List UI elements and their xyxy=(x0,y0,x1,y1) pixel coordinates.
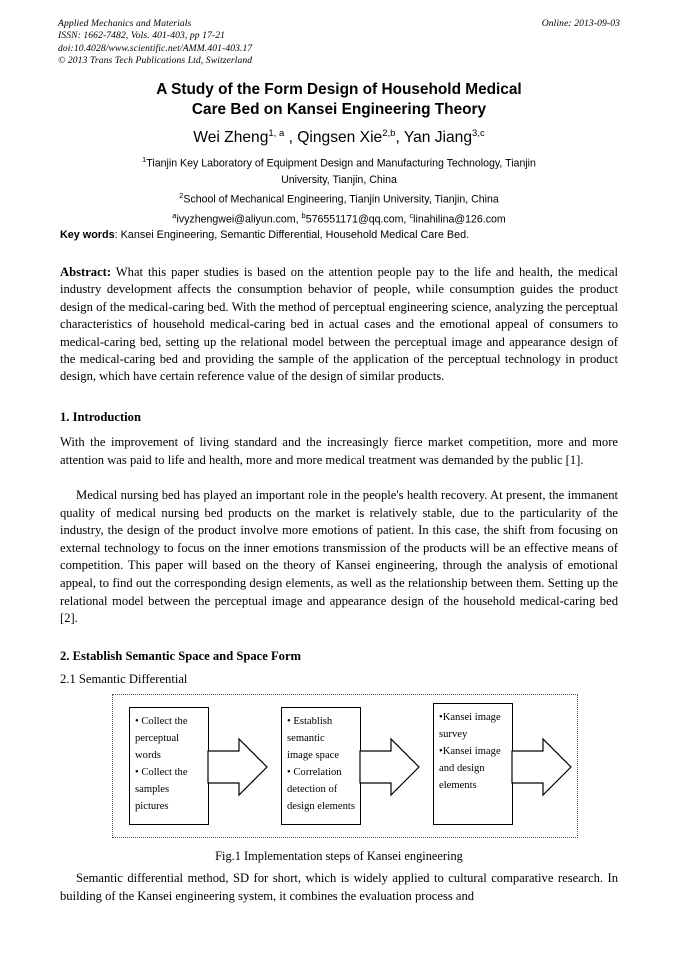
copyright-line: © 2013 Trans Tech Publications Ltd, Switzerland xyxy=(58,55,253,67)
keywords-value: Kansei Engineering, Semantic Differential, Household Medical Care Bed. xyxy=(120,229,470,241)
flow-box-3-line-a: •Kansei image xyxy=(439,712,501,723)
flow-box-2-line-d: • Correlation xyxy=(287,767,342,778)
flow-box-1 xyxy=(129,707,209,825)
author-list xyxy=(70,124,608,148)
author-3-sup: 3,c xyxy=(472,128,485,139)
journal-name: Applied Mechanics and Materials xyxy=(58,18,192,29)
page-title xyxy=(70,80,608,120)
affiliations xyxy=(64,152,614,227)
paragraph-after-figure: Semantic differential method, SD for short, which is widely applied to cultural comparative research. In building of the Kansei engineering system, it combines the evaluation process and xyxy=(60,871,618,903)
arrow-right-icon-1 xyxy=(207,737,269,797)
author-sep-2: , xyxy=(395,129,404,147)
author-3-name: Yan Jiang xyxy=(403,129,473,147)
author-1-sup: 1, a xyxy=(268,128,285,139)
online-date: Online: 2013-09-03 xyxy=(541,18,620,29)
flow-box-1-line-f: pictures xyxy=(135,801,169,812)
intro-paragraph-1: With the improvement of living standard and the increasingly fierce market competition, more and more attention was paid to life and health, more and more medical treatment was demanded by the public [1]. xyxy=(60,435,618,467)
flow-box-2-line-a: • Establish xyxy=(287,716,333,727)
author-1-name: Wei Zheng xyxy=(193,129,269,147)
affiliation-1-line-2: University, Tianjin, China xyxy=(281,173,397,186)
flow-box-3-line-e: elements xyxy=(439,780,477,791)
flow-box-2-line-e: detection of xyxy=(287,784,338,795)
affiliation-1-sup: 1 xyxy=(142,155,147,164)
keywords-label: Key words xyxy=(60,229,115,241)
email-c[interactable]: linahilina@126.com xyxy=(413,213,506,226)
flow-box-2 xyxy=(281,707,361,825)
abstract-label: Abstract: xyxy=(60,265,112,279)
email-a[interactable]: ivyzhengwei@aliyun.com, xyxy=(176,213,302,226)
running-head xyxy=(58,18,620,68)
abstract-block xyxy=(60,264,618,386)
author-2-name: Qingsen Xie xyxy=(297,129,383,147)
figure-1-caption: Fig.1 Implementation steps of Kansei engineering xyxy=(215,849,463,863)
author-sep-1: , xyxy=(284,129,298,147)
author-2-sup: 2,b xyxy=(382,128,396,139)
affiliation-1-line-1 xyxy=(64,152,614,172)
figure-1-frame xyxy=(112,694,578,838)
affiliation-1-text: Tianjin Key Laboratory of Equipment Design and Manufacturing Technology, Tianjin xyxy=(146,157,536,170)
issn-line: ISSN: 1662-7482, Vols. 401-403, pp 17-21 xyxy=(58,30,226,42)
flow-box-2-line-c: image space xyxy=(287,750,340,761)
arrow-right-icon-2 xyxy=(359,737,421,797)
author-emails xyxy=(64,208,614,228)
flow-box-2-line-f: design elements xyxy=(287,801,355,812)
keywords-line xyxy=(60,228,620,243)
email-b-sup: b xyxy=(301,210,306,220)
flow-box-1-line-b: perceptual xyxy=(135,733,180,744)
flow-box-3-line-b: survey xyxy=(439,729,468,740)
title-line-1: A Study of the Form Design of Household Medical xyxy=(156,81,522,98)
flow-box-1-line-c: words xyxy=(135,750,161,761)
flow-box-1-line-d: • Collect the xyxy=(135,767,188,778)
section-heading-semantic-space: 2. Establish Semantic Space and Space Form xyxy=(60,649,302,663)
affiliation-2-text: School of Mechanical Engineering, Tianjin University, Tianjin, China xyxy=(183,193,499,206)
title-line-2: Care Bed on Kansei Engineering Theory xyxy=(191,101,487,118)
affiliation-2-sup: 2 xyxy=(179,190,184,200)
email-a-sup: a xyxy=(172,210,177,220)
doi-line: doi:10.4028/www.scientific.net/AMM.401-403.17 xyxy=(58,42,253,54)
abstract-text: What this paper studies is based on the attention people pay to the life and health, the medical industry development affects the consumption behavior of people, while consumption guides the product design of the medical-caring bed. With the method of perceptual engineering science, analyzing the perceptual characteristics of household medical-caring bed in actual cases and the emotional appeal of consumers to medical-caring bed, setting up the relational model between the perceptual image and appearance design of the medical-caring bed and providing the sample of the application of the perceptual technology in product design, which have certain reference value of the design of similar products. xyxy=(60,265,618,384)
subsection-heading-semantic-differential: 2.1 Semantic Differential xyxy=(60,672,188,686)
flow-box-3 xyxy=(433,703,513,825)
affiliation-2-line xyxy=(64,188,614,208)
flow-box-2-line-b: semantic xyxy=(287,733,325,744)
email-c-sup: c xyxy=(409,210,414,220)
arrow-right-icon-3 xyxy=(511,737,573,797)
flow-box-3-line-d: and design xyxy=(439,763,485,774)
flow-box-1-line-e: samples xyxy=(135,784,170,795)
flow-box-3-line-c: •Kansei image xyxy=(439,746,501,757)
section-heading-introduction: 1. Introduction xyxy=(60,410,141,424)
figure-1-flow-diagram xyxy=(113,695,579,839)
keywords-separator: : xyxy=(114,229,121,241)
flow-box-1-line-a: • Collect the xyxy=(135,716,188,727)
intro-paragraph-2: Medical nursing bed has played an important role in the people's health recovery. At present, the immanent quality of medical nursing bed products on the market is relatively stable, due to the particularity of the industry, the design of the product involve more emotions of patient. In this case, the shift from focusing on external technology to focus on the inner emotions transmission of the products will be an effective means of competition. This paper will based on the theory of Kansei engineering, through the analysis of emotional appeal, to find out the corresponding design elements, as well as the relationship between them. Setting up the relational model between the perceptual image and appearance design of the household medical-caring bed [2]. xyxy=(60,488,618,626)
email-b[interactable]: 576551171@qq.com, xyxy=(305,213,410,226)
